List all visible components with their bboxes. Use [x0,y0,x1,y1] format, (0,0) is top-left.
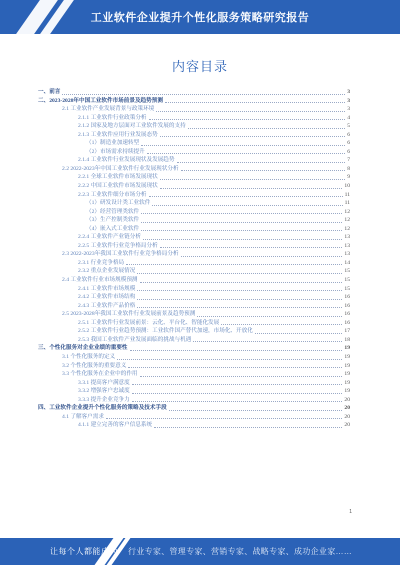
toc-entry[interactable] [38,362,350,371]
toc-entry-title: 2.2.5 工业软件行业竞争格局分析 [78,242,158,249]
toc-entry-title: 2.1.1 工业软件行业政策分析 [78,114,147,121]
toc-entry-title: 2.1.3 工业软件应用行业发展态势 [78,131,158,138]
toc-entry-page: 15 [344,277,350,284]
toc-entry-page: 19 [344,345,350,352]
toc-entry-page: 7 [347,157,350,164]
toc-entry-page: 16 [344,302,350,309]
toc-entry-page: 16 [344,294,350,301]
toc-entry-title: 3.1 个性化服务的定义 [62,353,116,360]
toc-leader-dots [106,417,342,419]
toc-entry-page: 19 [344,388,350,395]
toc-leader-dots [149,195,343,197]
toc-leader-dots [154,426,342,428]
toc-entry-page: 12 [344,225,350,232]
toc-entry-title: 一、前言 [38,89,61,95]
toc-entry[interactable] [38,285,350,294]
toc-entry-page: 6 [347,148,350,155]
toc-entry-page: 4 [347,114,350,121]
toc-entry[interactable] [38,310,350,319]
toc-leader-dots [141,221,342,223]
toc-entry-title: （2）市场需求持续提升 [86,148,145,155]
page-number: 1 [349,509,352,515]
toc-leader-dots [160,187,343,189]
header-band [0,0,400,34]
toc-leader-dots [221,323,342,325]
toc-entry-title: 2.1.2 国家及地方层面对工业软件发展的支持 [78,123,186,130]
toc-leader-dots [147,152,345,154]
toc-leader-dots [169,409,343,411]
toc-leader-dots [160,135,345,137]
toc-entry-title: 2.2.3 工业软件细分市场分析 [78,191,147,198]
toc-entry-title: 2.2.2 中国工业软件市场发展现状 [78,183,158,190]
toc-entry-page: 20 [344,413,350,420]
toc-entry-page: 20 [344,422,350,429]
toc-entry[interactable] [38,302,350,311]
toc-entry-page: 8 [347,165,350,172]
toc-leader-dots [160,178,345,180]
toc-entry-title: （3）生产控制类软件 [86,217,140,224]
toc-entry-title: 3.3.3 提升企业竞争力 [78,396,130,403]
toc-entry-title: （2）经营管理类软件 [86,208,140,215]
toc-entry-page: 10 [344,183,350,190]
toc-entry-page: 20 [344,405,350,412]
toc-entry-page: 15 [344,268,350,275]
toc-entry[interactable] [38,165,350,174]
toc-leader-dots [130,349,343,351]
toc-entry-page: 12 [344,217,350,224]
toc-entry-page: 16 [344,311,350,318]
toc-leader-dots [132,392,343,394]
toc-leader-dots [140,375,343,377]
toc-entry-title: 4.1 了解客户需求 [62,413,104,420]
toc-entry[interactable] [38,97,350,106]
toc-entry[interactable] [38,233,350,242]
toc-entry-page: 19 [344,353,350,360]
toc-entry[interactable] [38,396,350,405]
toc-leader-dots [149,118,346,120]
toc-entry-title: 2.4.2 工业软件市场结构 [78,294,136,301]
toc-entry-page: 18 [344,336,350,343]
toc-entry-title: 2.4 工业软件行业市场规模预测 [62,277,138,284]
toc-entry-title: 2.5.3 我国工业软件产业发展面临的挑战与机遇 [78,336,192,343]
toc-leader-dots [160,246,343,248]
footer-band [0,538,400,565]
toc-entry-page: 19 [344,362,350,369]
toc-entry-title: 3.3 个性化服务在企业中的作用 [62,371,138,378]
toc-entry-page: 6 [347,131,350,138]
toc-entry-title: （1）制造业加速转型 [86,140,140,147]
toc-entry[interactable] [38,319,350,328]
toc-entry-title: 2.3.2 重点企业发展情况 [78,268,136,275]
toc-entry-title: 4.1.1 建立完善的客户信息系统 [78,422,153,429]
report-title: 工业软件企业提升个性化服务策略研究报告 [90,12,310,24]
toc-entry[interactable] [38,293,350,302]
toc-leader-dots [177,161,346,163]
toc-entry-title: 3.2 个性化服务的重要意义 [62,362,127,369]
toc-entry-page: 19 [344,379,350,386]
toc-entry-page: 3 [347,89,350,95]
toc-entry-page: 13 [344,234,350,241]
toc-entry[interactable] [38,131,350,140]
toc-entry[interactable] [38,148,350,157]
toc-entry[interactable] [38,156,350,165]
toc-entry-page: 15 [344,285,350,292]
toc-entry[interactable] [38,182,350,191]
toc-entry-title: 2.1 工业软件产业发展背景与政策环境 [62,106,155,113]
toc-entry-title: 四、工业软件企业提升个性化服务的策略及技术手段 [38,405,167,412]
toc-leader-dots [132,383,343,385]
toc-leader-dots [255,332,343,334]
toc-entry-title: 2.5.2 工业软件行业趋势预测：工业软件国产替代加速，市场化、开放化 [78,328,253,335]
toc-entry-title: 3.3.1 提高客户满意度 [78,379,130,386]
table-of-contents [38,88,350,430]
toc-leader-dots [117,358,342,360]
toc-entry[interactable] [38,379,350,388]
footer-slogan: 让每个人都能成为 [50,547,118,556]
toc-entry-title: 2.4.1 工业软件市场规模 [78,285,136,292]
toc-entry-page: 11 [344,191,350,198]
toc-entry-title: 三、个性化服务对企业业绩的重要性 [38,345,128,352]
toc-entry-title: 2.5.1 工业软件行业发展前景：云化、平台化、智能化发展 [78,319,220,326]
toc-leader-dots [188,127,346,129]
toc-entry[interactable] [38,413,350,422]
toc-entry-title: 2.2.1 全球工业软件市场发展现状 [78,174,158,181]
toc-leader-dots [137,289,342,291]
toc-leader-dots [156,110,345,112]
toc-entry[interactable] [38,105,350,114]
toc-leader-dots [132,400,343,402]
toc-entry-title: 2.1.4 工业软件行业发展现状及发展趋势 [78,157,175,164]
toc-entry[interactable] [38,276,350,285]
toc-leader-dots [128,366,342,368]
toc-entry-title: 2.3 2022-2023年我国工业软件行业竞争格局分析 [62,251,179,258]
toc-entry-page: 12 [344,208,350,215]
toc-entry[interactable] [38,191,350,200]
footer-roles: 行业专家、管理专家、营销专家、战略专家、成功企业家…… [128,547,353,556]
toc-entry-page: 14 [344,259,350,266]
toc-entry-title: 二、2023-2028年中国工业软件市场前景及趋势预测 [38,97,163,104]
toc-leader-dots [137,272,342,274]
toc-leader-dots [152,204,342,206]
toc-entry-title: （4）嵌入式工业软件 [86,225,140,232]
toc-leader-dots [197,315,342,317]
toc-entry[interactable] [38,114,350,123]
toc-entry-title: 2.5 2023-2028年我国工业软件行业发展前景及趋势预测 [62,311,196,318]
toc-entry[interactable] [38,88,350,97]
toc-leader-dots [143,238,342,240]
toc-entry[interactable] [38,421,350,430]
toc-entry-page: 11 [344,200,350,207]
toc-entry[interactable] [38,259,350,268]
toc-leader-dots [137,298,342,300]
toc-entry-page: 13 [344,251,350,258]
toc-entry[interactable] [38,370,350,379]
toc-entry[interactable] [38,242,350,251]
toc-entry-page: 6 [347,140,350,147]
toc-leader-dots [165,101,345,103]
toc-entry[interactable] [38,327,350,336]
toc-entry[interactable] [38,353,350,362]
toc-entry-page: 19 [344,371,350,378]
toc-entry[interactable] [38,250,350,259]
toc-entry[interactable] [38,216,350,225]
toc-entry-title: 2.3.1 行业竞争格局 [78,259,125,266]
toc-entry[interactable] [38,336,350,345]
toc-entry[interactable] [38,404,350,413]
toc-heading: 内容目录 [171,59,228,74]
toc-leader-dots [141,144,345,146]
toc-entry[interactable] [38,139,350,148]
toc-entry[interactable] [38,173,350,182]
toc-leader-dots [126,263,342,265]
toc-entry-title: 2.2.4 工业软件产业链分析 [78,234,141,241]
toc-entry[interactable] [38,208,350,217]
toc-entry[interactable] [38,122,350,131]
toc-leader-dots [141,229,342,231]
toc-leader-dots [181,255,343,257]
toc-leader-dots [181,169,346,171]
toc-entry-page: 9 [347,174,350,181]
toc-leader-dots [137,306,342,308]
toc-entry-title: 2.4.3 工业软件产品价格 [78,302,136,309]
toc-entry-page: 13 [344,242,350,249]
toc-entry-title: （1）研发设计类工业软件 [86,200,151,207]
toc-entry[interactable] [38,267,350,276]
toc-entry-title: 2.2 2022-2023年中国工业软件行业发展现状分析 [62,165,179,172]
toc-leader-dots [141,212,342,214]
toc-entry-page: 3 [347,106,350,113]
toc-leader-dots [193,340,342,342]
toc-entry[interactable] [38,199,350,208]
toc-entry[interactable] [38,225,350,234]
toc-entry[interactable] [38,387,350,396]
toc-entry[interactable] [38,344,350,353]
toc-entry-page: 20 [344,396,350,403]
toc-leader-dots [62,93,345,95]
toc-entry-page: 16 [344,319,350,326]
toc-entry-page: 5 [347,123,350,130]
toc-entry-page: 3 [347,97,350,104]
toc-entry-title: 3.3.2 增强客户忠诚度 [78,388,130,395]
toc-entry-page: 17 [344,328,350,335]
toc-leader-dots [140,281,343,283]
